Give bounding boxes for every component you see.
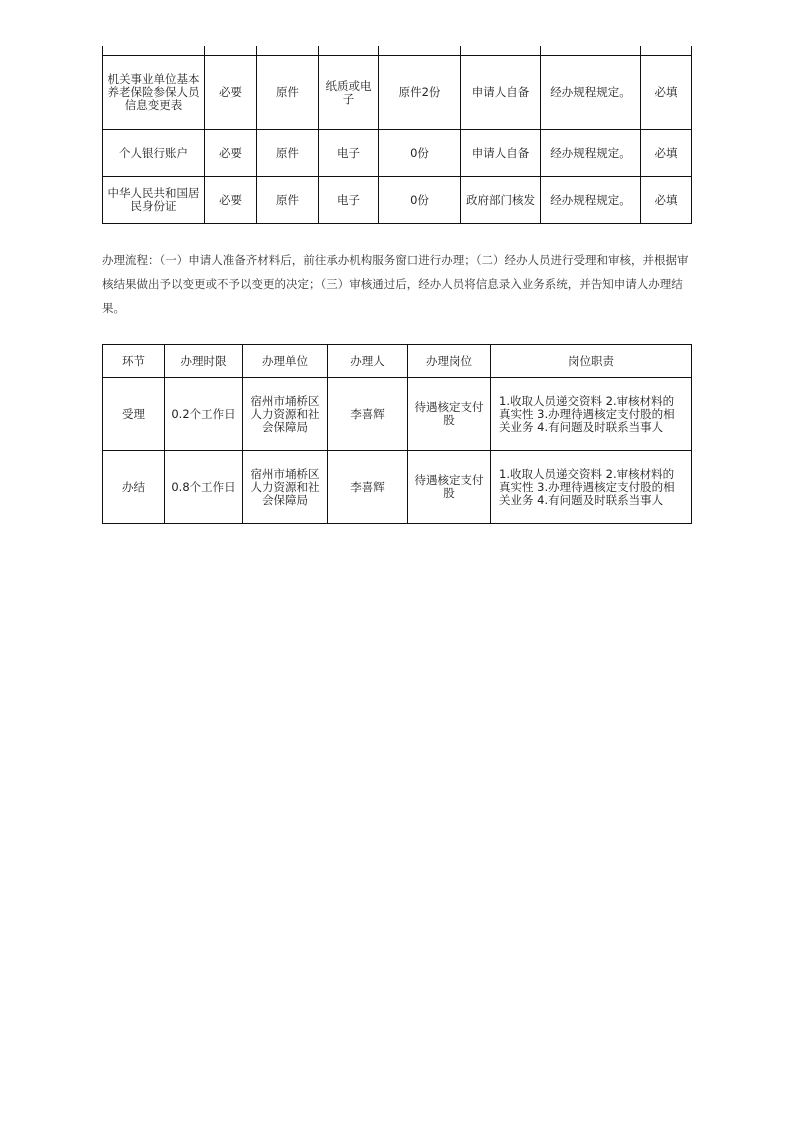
step-stage: 受理	[103, 378, 165, 451]
step-unit: 宿州市埇桥区人力资源和社会保障局	[243, 451, 328, 524]
step-stage: 办结	[103, 451, 165, 524]
table-row	[103, 56, 692, 130]
material-fill: 必填	[641, 56, 692, 130]
header-duty: 岗位职责	[491, 345, 692, 378]
material-type: 原件	[257, 56, 319, 130]
table-row	[103, 378, 692, 451]
material-required: 必要	[205, 130, 257, 177]
material-spec: 经办规程规定。	[541, 177, 641, 224]
step-person: 李喜辉	[328, 451, 408, 524]
table-row	[103, 130, 692, 177]
material-type: 原件	[257, 130, 319, 177]
header-person: 办理人	[328, 345, 408, 378]
material-source: 申请人自备	[461, 56, 541, 130]
materials-table	[102, 46, 692, 224]
material-fill: 必填	[641, 177, 692, 224]
material-name: 个人银行账户	[103, 130, 205, 177]
material-format: 纸质或电子	[319, 56, 379, 130]
table-row	[103, 451, 692, 524]
process-description: 办理流程：（一）申请人准备齐材料后，前往承办机构服务窗口进行办理；（二）经办人员进行受理和审核，并根据审核结果做出予以变更或不予以变更的决定；（三）审核通过后，经办人员将信息录入业务系统，并告知申请人办理结果。	[102, 253, 689, 315]
header-post: 办理岗位	[408, 345, 491, 378]
material-name: 机关事业单位基本养老保险参保人员信息变更表	[103, 56, 205, 130]
material-spec: 经办规程规定。	[541, 56, 641, 130]
material-fill: 必填	[641, 130, 692, 177]
step-time: 0.8个工作日	[165, 451, 243, 524]
table-header-row	[103, 345, 692, 378]
step-time: 0.2个工作日	[165, 378, 243, 451]
table-row-stub	[103, 46, 692, 56]
header-time: 办理时限	[165, 345, 243, 378]
step-person: 李喜辉	[328, 378, 408, 451]
material-required: 必要	[205, 56, 257, 130]
material-type: 原件	[257, 177, 319, 224]
material-spec: 经办规程规定。	[541, 130, 641, 177]
header-unit: 办理单位	[243, 345, 328, 378]
material-source: 申请人自备	[461, 130, 541, 177]
material-copies: 0份	[379, 130, 461, 177]
material-copies: 0份	[379, 177, 461, 224]
step-post: 待遇核定支付股	[408, 378, 491, 451]
material-format: 电子	[319, 130, 379, 177]
step-unit: 宿州市埇桥区人力资源和社会保障局	[243, 378, 328, 451]
material-copies: 原件2份	[379, 56, 461, 130]
material-source: 政府部门核发	[461, 177, 541, 224]
material-required: 必要	[205, 177, 257, 224]
material-format: 电子	[319, 177, 379, 224]
step-duty: 1.收取人员递交资料 2.审核材料的真实性 3.办理待遇核定支付股的相关业务 4.有问题及时联系当事人	[491, 451, 692, 524]
header-stage: 环节	[103, 345, 165, 378]
table-row	[103, 177, 692, 224]
steps-table	[102, 344, 692, 524]
step-post: 待遇核定支付股	[408, 451, 491, 524]
step-duty: 1.收取人员递交资料 2.审核材料的真实性 3.办理待遇核定支付股的相关业务 4.有问题及时联系当事人	[491, 378, 692, 451]
material-name: 中华人民共和国居民身份证	[103, 177, 205, 224]
